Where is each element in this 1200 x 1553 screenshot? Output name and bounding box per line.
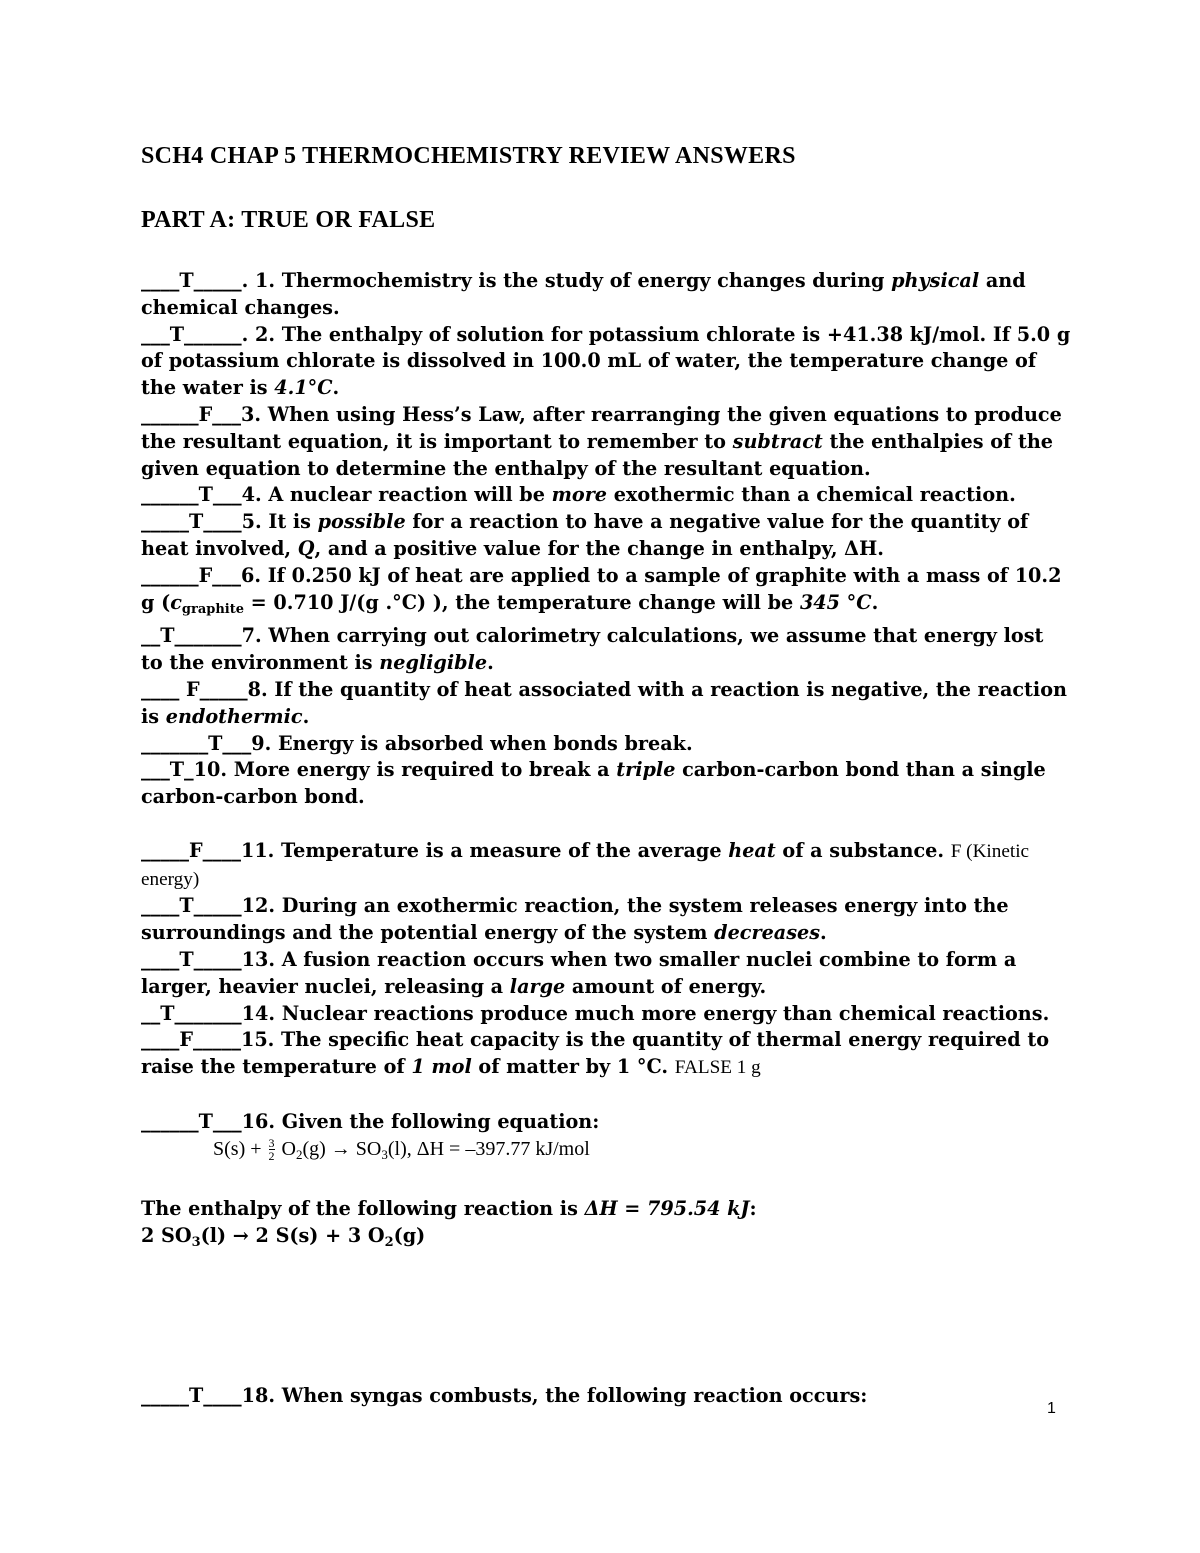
question-13: ____T_____13. A fusion reaction occurs when two smaller nuclei combine to form a larger, heavier nuclei, releasing a large amount of energy. — [141, 947, 1017, 998]
emphasis: Q — [297, 536, 315, 560]
emphasis: 1 mol — [411, 1055, 472, 1079]
answer-note: F (Kinetic energy) — [141, 840, 1030, 890]
answer-blank: ____T_____ — [141, 894, 242, 918]
question-6: ______F___6. If 0.250 kJ of heat are applied to a sample of graphite with a mass of 10.2 g ($c_{graphite} = 0.710$ J/(g .°C) ), the temperature change will be 345 °C. — [141, 563, 1062, 617]
emphasis: subtract — [732, 429, 823, 453]
reaction-equation: 2 $SO_3(l) \to 2$ S(s) + 3 $O_2(g)$ — [141, 1224, 426, 1251]
question-7: __T_______7. When carrying out calorimetry calculations, we assume that energy lost to the environment is negligible. — [141, 624, 1044, 675]
question-1: ____T_____. 1. Thermochemistry is the study of energy changes during physical and chemical changes. — [141, 269, 1026, 319]
answer-blank: _____T____ — [141, 510, 242, 534]
question-18: _____T____18. When syngas combusts, the following reaction occurs: — [141, 1383, 868, 1407]
answer-blank: ______T___ — [141, 1109, 242, 1133]
answer-blank: ____T_____ — [141, 947, 242, 971]
emphasis: physical — [891, 269, 980, 292]
question-12: ____T_____12. During an exothermic reaction, the system releases energy into the surroundings and the potential energy of the system decreases. — [141, 894, 1009, 945]
answer-blank: _____T____ — [141, 1383, 242, 1407]
emphasis: possible — [317, 510, 406, 534]
question-list — [141, 268, 1071, 1410]
spacer — [141, 811, 1071, 838]
emphasis: 345 °C — [799, 590, 872, 614]
spacer — [141, 1082, 1071, 1109]
answer-blank: __T_______ — [141, 1001, 242, 1025]
enthalpy-statement: The enthalpy of the following reaction is ΔH = 795.54 kJ: — [141, 1197, 757, 1221]
emphasis: more — [551, 483, 608, 507]
question-3: ______F___3. When using Hess’s Law, after rearranging the given equations to produce the resultant equation, it is important to remember to subtract the enthalpies of the given equation to determine the enthalpy of the resultant equation. — [141, 402, 1062, 480]
answer-blank: ____ F_____ — [141, 677, 248, 701]
question-2: ___T______. 2. The enthalpy of solution for potassium chlorate is +41.38 kJ/mol. If 5.0 g of potassium chlorate is dissolved in 100.0 mL of water, the temperature change of the water is 4.1°C. — [141, 322, 1071, 400]
answer-blank: ______F___ — [141, 402, 241, 426]
emphasis: triple — [616, 758, 676, 782]
emphasis: c — [170, 590, 182, 614]
fraction: $\frac{3}{2}$ — [268, 1136, 275, 1164]
emphasis: heat — [728, 838, 776, 862]
answer-blank: ______F___ — [141, 563, 241, 587]
emphasis: 4.1°C — [274, 376, 333, 400]
question-14: __T_______14. Nuclear reactions produce much more energy than chemical reactions. — [141, 1001, 1050, 1025]
spacer — [141, 1257, 1071, 1383]
answer-note: FALSE 1 g — [674, 1057, 761, 1079]
question-5: _____T____5. It is possible for a reaction to have a negative value for the quantity of heat involved, Q, and a positive value for the change in enthalpy, ΔH. — [141, 510, 1029, 560]
question-15: ____F_____15. The specific heat capacity is the quantity of thermal energy required to raise the temperature of 1 mol of matter by 1 °C. FALSE 1 g — [141, 1028, 1050, 1079]
answer-blank: ______T___ — [141, 483, 242, 507]
question-4: ______T___4. A nuclear reaction will be more exothermic than a chemical reaction. — [141, 483, 1016, 507]
answer-blank: ___T_ — [141, 758, 194, 782]
emphasis: negligible — [379, 651, 488, 675]
question-11: _____F____11. Temperature is a measure of the average heat of a substance. F (Kinetic energy) — [141, 838, 1030, 890]
page-title: SCH4 CHAP 5 THERMOCHEMISTRY REVIEW ANSWERS — [141, 143, 796, 169]
answer-blank: _____F____ — [141, 838, 241, 862]
emphasis: large — [509, 974, 566, 998]
emphasis: endothermic — [165, 704, 303, 728]
subscript: graphite — [181, 601, 244, 617]
answer-blank: __T_______ — [141, 624, 242, 648]
emphasis: ΔH = 795.54 kJ — [584, 1197, 750, 1221]
given-equation: S(s) + $\frac{3}{2}$ $O_2(g) \to SO_3(l)$, ΔH = –397.77 kJ/mol — [213, 1136, 590, 1164]
question-9: _______T___9. Energy is absorbed when bonds break. — [141, 731, 693, 755]
answer-blank: _______T___ — [141, 731, 252, 755]
emphasis: decreases — [714, 921, 821, 945]
question-8: ____ F_____8. If the quantity of heat associated with a reaction is negative, the reaction is endothermic. — [141, 677, 1067, 728]
answer-blank: ____T_____. — [141, 269, 249, 292]
section-heading: PART A: TRUE OR FALSE — [141, 207, 436, 233]
question-10: ___T_10. More energy is required to break a triple carbon-carbon bond than a single carbon-carbon bond. — [141, 758, 1046, 809]
answer-blank: ____F_____ — [141, 1028, 241, 1052]
answer-blank: ___T______. — [141, 322, 249, 346]
spacer — [141, 1168, 1071, 1196]
page-number: 1 — [1047, 1400, 1056, 1417]
question-16: ______T___16. Given the following equation: — [141, 1109, 600, 1133]
